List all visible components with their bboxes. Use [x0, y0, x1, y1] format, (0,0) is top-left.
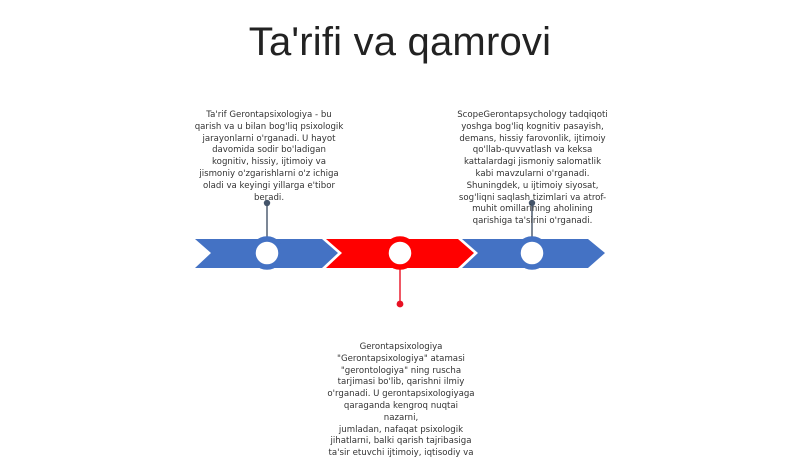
milestone-2-text: Gerontapsixologiya "Gerontapsixologiya" atamasi "gerontologiya" ning ruscha tarjimasi bo'lib, qarishni ilmiy o'rganadi. U gerontapsixologiyaga qaraganda kengroq nuqtai nazarni, jumladan, nafaqat psixologik jihatlarni, balki qarish tajribasiga ta'sir etuvchi ijtimoiy, iqtisodiy va [327, 342, 475, 459]
milestone-1-text: Ta'rif Gerontapsixologiya - bu qarish va u bilan bog'liq psixologik jarayonlarni o'rganadi. U hayot davomida sodir bo'ladigan kognitiv, hissiy, ijtimoiy va jismoniy o'zgarishlarni o'z ichiga oladi va keyingi yillarga e'tibor beradi. [194, 110, 344, 203]
milestone-marker-3 [518, 239, 546, 267]
connector-dot-2 [397, 301, 404, 308]
slide-title: Ta'rifi va qamrovi [248, 20, 552, 64]
milestone-3-text: ScopeGerontapsychology tadqiqoti yoshga bog'liq kognitiv pasayish, demans, hissiy farovonlik, ijtimoiy qo'llab-quvvatlash va keksa kattalardagi jismoniy salomatlik kabi mavzularni o'rganadi. Shuningdek, u ijtimoiy siyosat, sog'liqni saqlash tizimlari va atrof- muhit omillarining aholining qarishiga ta'sirini o'rganadi. [457, 110, 608, 227]
milestone-marker-1 [253, 239, 281, 267]
milestone-marker-2 [386, 239, 414, 267]
